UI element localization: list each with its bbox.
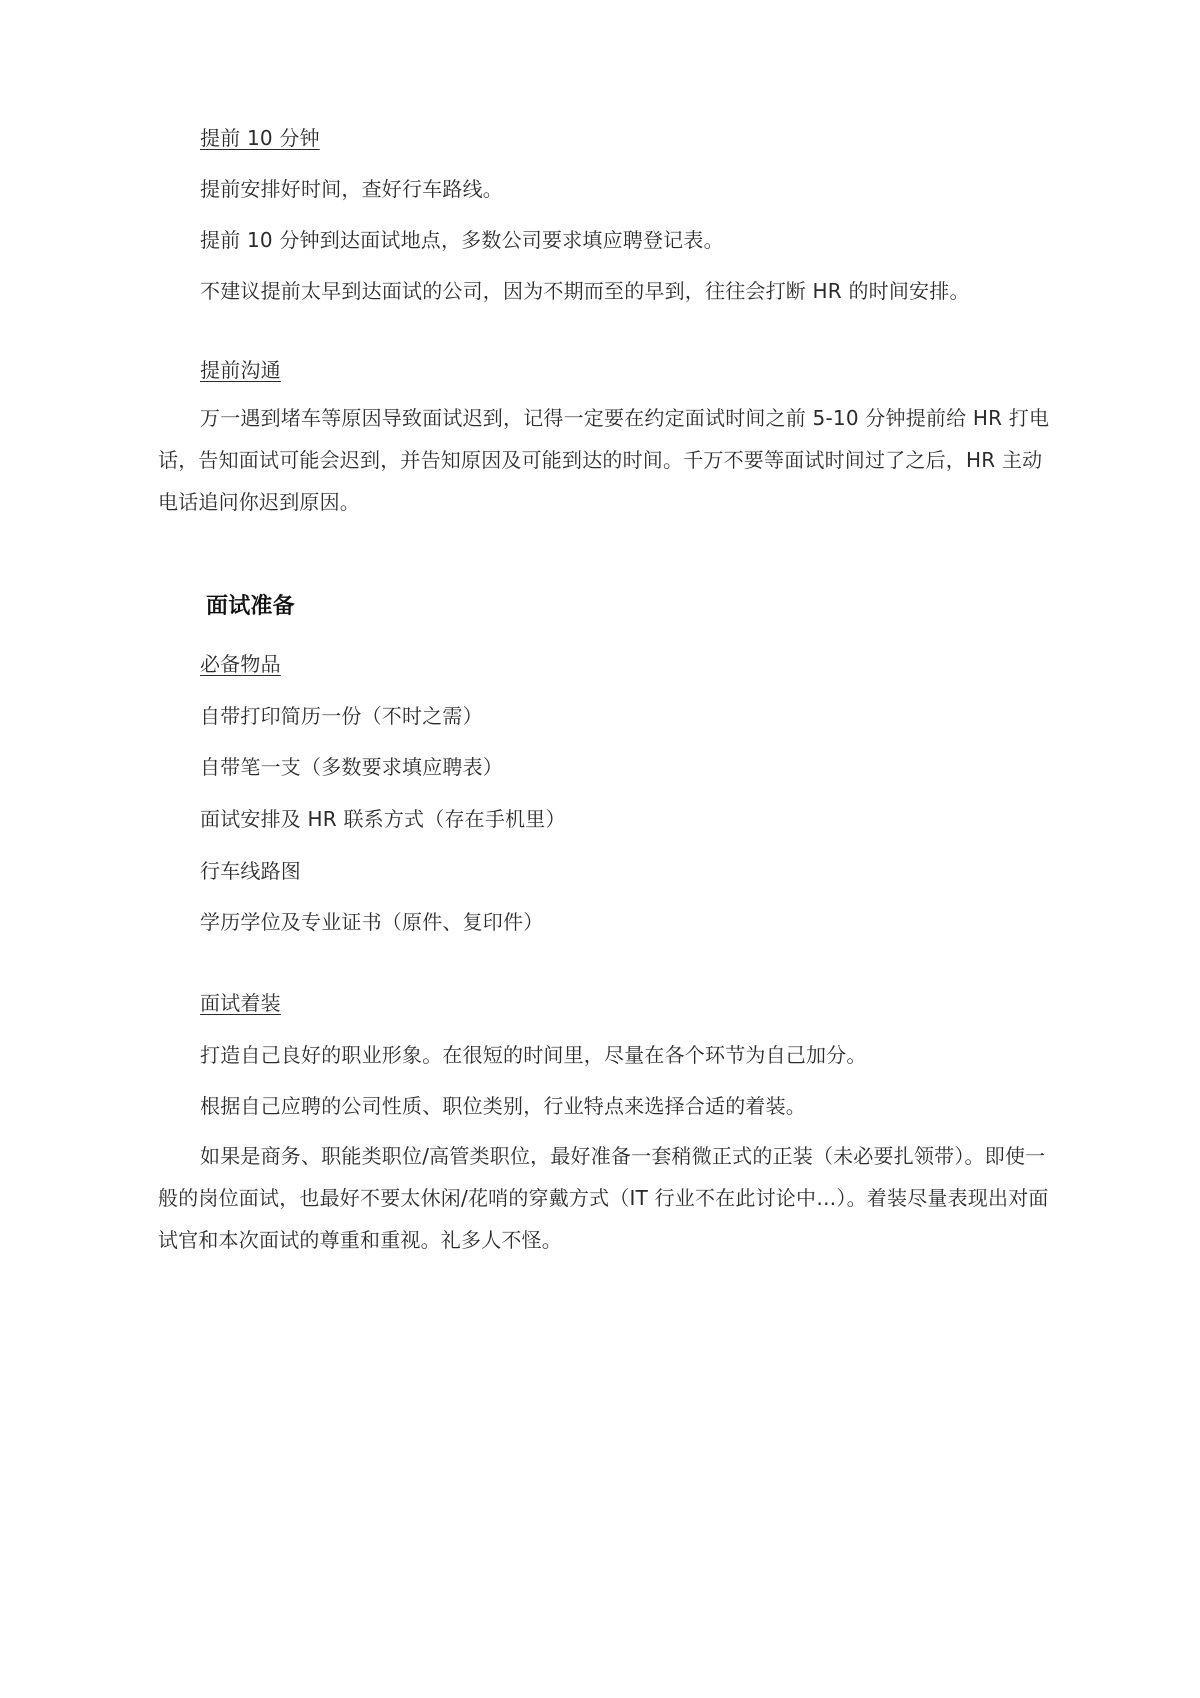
list-item: 自带笔一支（多数要求填应聘表）	[200, 755, 503, 779]
paragraph: 打造自己良好的职业形象。在很短的时间里，尽量在各个环节为自己加分。	[200, 1043, 867, 1067]
list-item: 自带打印简历一份（不时之需）	[200, 704, 483, 728]
paragraph: 如果是商务、职能类职位/高管类职位，最好准备一套稍微正式的正装（未必要扎领带）。即使一般的岗位面试，也最好不要太休闲/花哨的穿戴方式（IT 行业不在此讨论中…）。着装尽量表现出对面试官和本次面试的尊重和重视。礼多人不怪。	[158, 1144, 1049, 1252]
subheading-communicate: 提前沟通	[200, 358, 281, 382]
paragraph: 不建议提前太早到达面试的公司，因为不期而至的早到，往往会打断 HR 的时间安排。	[200, 279, 970, 303]
list-item: 行车线路图	[200, 859, 301, 883]
paragraph: 万一遇到堵车等原因导致面试迟到，记得一定要在约定面试时间之前 5-10 分钟提前给 HR 打电话，告知面试可能会迟到，并告知原因及可能到达的时间。千万不要等面试时间过了之后，HR 主动电话追问你迟到原因。	[158, 406, 1050, 514]
section-heading-interview-prep: 面试准备	[206, 594, 295, 619]
paragraph: 提前安排好时间，查好行车路线。	[200, 177, 503, 201]
subheading-arrive-early: 提前 10 分钟	[200, 126, 320, 150]
subheading-essential-items: 必备物品	[200, 652, 281, 676]
paragraph: 根据自己应聘的公司性质、职位类别，行业特点来选择合适的着装。	[200, 1094, 806, 1118]
paragraph: 提前 10 分钟到达面试地点，多数公司要求填应聘登记表。	[200, 228, 724, 252]
list-item: 面试安排及 HR 联系方式（存在手机里）	[200, 807, 566, 831]
list-item: 学历学位及专业证书（原件、复印件）	[200, 910, 544, 934]
subheading-attire: 面试着装	[200, 991, 281, 1015]
